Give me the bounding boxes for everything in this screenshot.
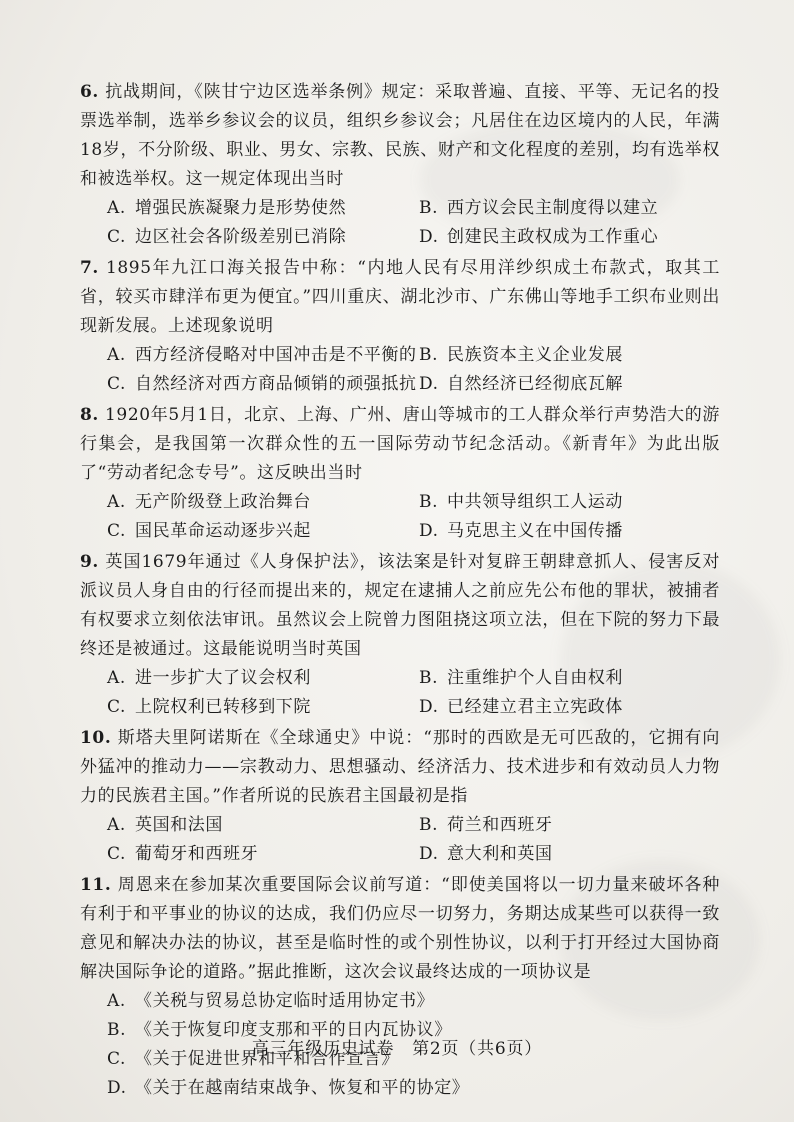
option-group bbox=[80, 488, 720, 546]
option-group bbox=[80, 194, 720, 252]
question-text: 1895年九江口海关报告中称：“内地人民有尽用洋纱织成土布款式，取其工省，较买市肆洋布更为便宜。”四川重庆、湖北沙市、广东佛山等地手工织布业则出现新发展。上述现象说明 bbox=[80, 258, 720, 336]
option-b[interactable]: B. 《关于恢复印度支那和平的日内瓦协议》 bbox=[107, 1020, 452, 1040]
option-d[interactable]: D. 自然经济已经彻底瓦解 bbox=[419, 374, 623, 394]
option-group bbox=[80, 664, 720, 722]
question-8 bbox=[80, 401, 720, 546]
option-b[interactable]: B. 荷兰和西班牙 bbox=[419, 815, 553, 835]
option-d[interactable]: D. 创建民主政权成为工作重心 bbox=[419, 227, 659, 247]
question-number: 6. bbox=[80, 82, 99, 102]
question-11 bbox=[80, 871, 720, 1103]
question-list bbox=[80, 78, 720, 1105]
question-text: 斯塔夫里阿诺斯在《全球通史》中说：“那时的西欧是无可匹敌的，它拥有向外猛冲的推动力——宗教动力、思想骚动、经济活力、技术进步和有效动员人力物力的民族君主国。”作者所说的民族君主国最初是指 bbox=[80, 728, 720, 806]
option-d[interactable]: D. 已经建立君主立宪政体 bbox=[419, 697, 623, 717]
option-c[interactable]: C. 上院权利已转移到下院 bbox=[107, 697, 311, 717]
option-a[interactable]: A. 《关税与贸易总协定临时适用协定书》 bbox=[107, 991, 435, 1011]
option-c[interactable]: C. 边区社会各阶级差别已消除 bbox=[107, 227, 347, 247]
question-stem bbox=[80, 401, 720, 488]
question-6 bbox=[80, 78, 720, 252]
option-d[interactable]: D. 《关于在越南结束战争、恢复和平的协定》 bbox=[107, 1078, 470, 1098]
option-b[interactable]: B. 中共领导组织工人运动 bbox=[419, 492, 623, 512]
question-stem bbox=[80, 254, 720, 341]
option-a[interactable]: A. 增强民族凝聚力是形势使然 bbox=[107, 198, 347, 218]
question-7 bbox=[80, 254, 720, 399]
question-number: 10. bbox=[80, 728, 112, 748]
question-text: 周恩来在参加某次重要国际会议前写道：“即使美国将以一切力量来破坏各种有利于和平事业的协议的达成，我们仍应尽一切努力，务期达成某些可以获得一致意见和解决办法的协议，甚至是临时性的或个别性协议，以利于打开经过大国协商解决国际争论的道路。”据此推断，这次会议最终达成的一项协议是 bbox=[80, 875, 720, 982]
option-b[interactable]: B. 民族资本主义企业发展 bbox=[419, 345, 623, 365]
option-c[interactable]: C. 葡萄牙和西班牙 bbox=[107, 844, 259, 864]
question-10 bbox=[80, 724, 720, 869]
option-c[interactable]: C. 《关于促进世界和平和合作宣言》 bbox=[107, 1049, 399, 1069]
question-text: 1920年5月1日，北京、上海、广州、唐山等城市的工人群众举行声势浩大的游行集会，是我国第一次群众性的五一国际劳动节纪念活动。《新青年》为此出版了“劳动者纪念专号”。这反映出当时 bbox=[80, 405, 721, 483]
question-9 bbox=[80, 548, 720, 722]
option-a[interactable]: A. 进一步扩大了议会权利 bbox=[107, 668, 311, 688]
question-number: 9. bbox=[80, 552, 99, 572]
question-number: 11. bbox=[80, 875, 112, 895]
option-b[interactable]: B. 西方议会民主制度得以建立 bbox=[419, 198, 659, 218]
question-stem bbox=[80, 724, 720, 811]
page-footer: 高三年级历史试卷 第2页（共6页） bbox=[251, 1039, 543, 1059]
question-text: 抗战期间，《陕甘宁边区选举条例》规定：采取普遍、直接、平等、无记名的投票选举制，选举乡参议会的议员，组织乡参议会；凡居住在边区境内的人民，年满18岁，不分阶级、职业、男女、宗教、民族、财产和文化程度的差别，均有选举权和被选举权。这一规定体现出当时 bbox=[80, 82, 721, 189]
option-b[interactable]: B. 注重维护个人自由权利 bbox=[419, 668, 623, 688]
option-d[interactable]: D. 意大利和英国 bbox=[419, 844, 553, 864]
question-number: 8. bbox=[80, 405, 99, 425]
option-group bbox=[80, 811, 720, 869]
question-number: 7. bbox=[80, 258, 99, 278]
option-d[interactable]: D. 马克思主义在中国传播 bbox=[419, 521, 623, 541]
option-c[interactable]: C. 国民革命运动逐步兴起 bbox=[107, 521, 311, 541]
question-stem bbox=[80, 78, 720, 194]
option-a[interactable]: A. 西方经济侵略对中国冲击是不平衡的 bbox=[107, 345, 417, 365]
question-stem bbox=[80, 871, 720, 987]
option-a[interactable]: A. 英国和法国 bbox=[107, 815, 223, 835]
option-group bbox=[80, 341, 720, 399]
question-text: 英国1679年通过《人身保护法》，该法案是针对复辟王朝肆意抓人、侵害反对派议员人身自由的行径而提出来的，规定在逮捕人之前应先公布他的罪状，被捕者有权要求立刻依法审讯。虽然议会上院曾力图阻挠这项立法，但在下院的努力下最终还是被通过。这最能说明当时英国 bbox=[80, 552, 720, 659]
question-stem bbox=[80, 548, 720, 664]
option-a[interactable]: A. 无产阶级登上政治舞台 bbox=[107, 492, 311, 512]
option-c[interactable]: C. 自然经济对西方商品倾销的顽强抵抗 bbox=[107, 374, 417, 394]
